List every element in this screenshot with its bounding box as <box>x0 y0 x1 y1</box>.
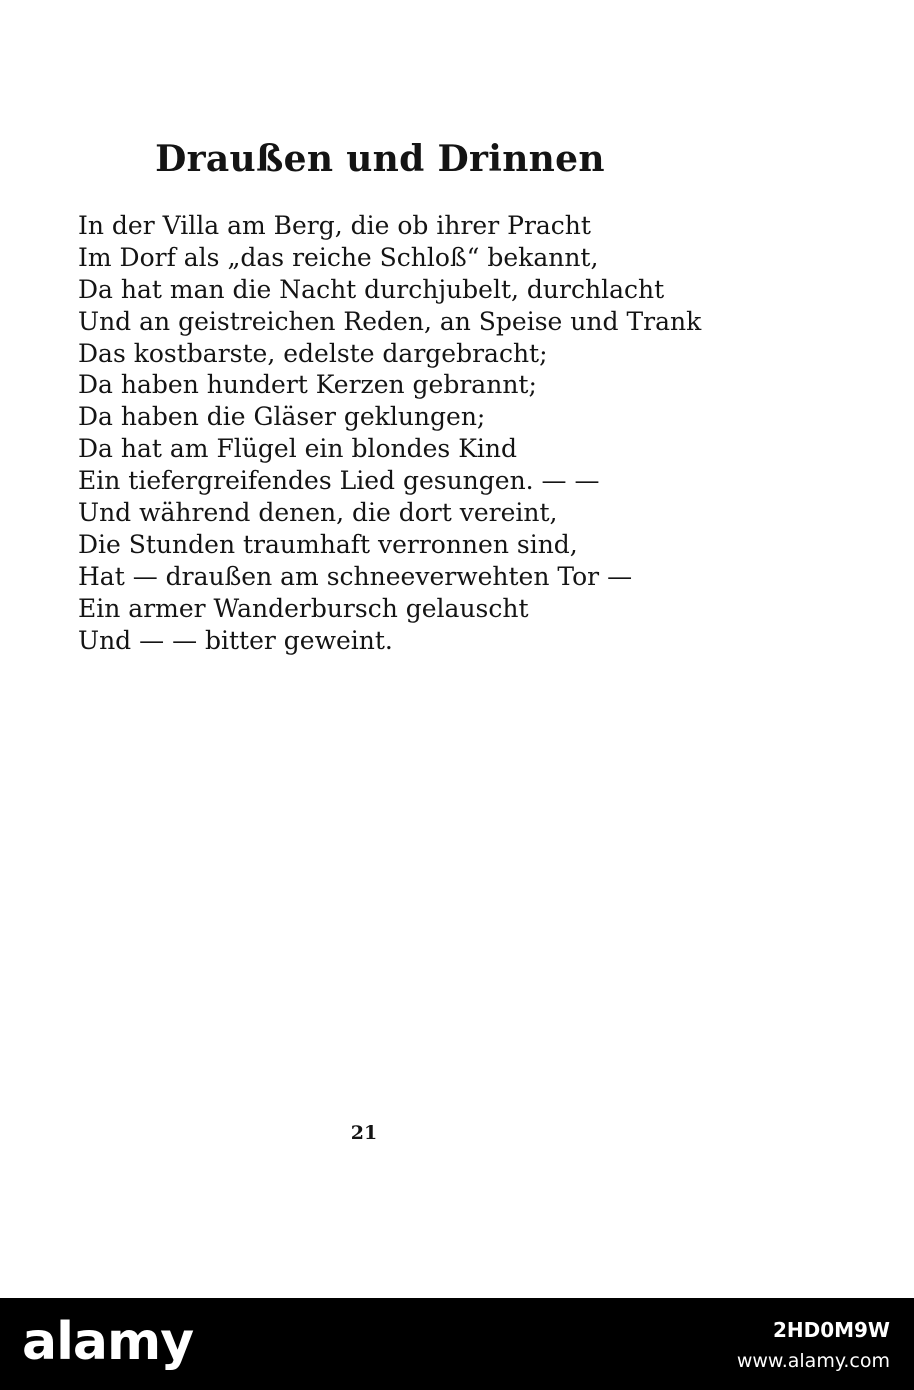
alamy-logo: alamy <box>22 1312 194 1372</box>
page-number: 21 <box>350 1122 378 1144</box>
footer-url: www.alamy.com <box>736 1350 890 1372</box>
poem-line: Ein tiefergreifendes Lied gesungen. — — <box>78 466 600 496</box>
poem-title: Draußen und Drinnen <box>155 138 605 180</box>
poem-line: Ein armer Wanderbursch gelauscht <box>78 593 529 623</box>
poem-line: In der Villa am Berg, die ob ihrer Pracht <box>78 211 591 240</box>
poem-line: Die Stunden traumhaft verronnen sind, <box>78 529 578 559</box>
watermark-footer <box>0 1298 914 1390</box>
poem-line: Da haben hundert Kerzen gebrannt; <box>78 370 537 400</box>
poem-line: Und während denen, die dort vereint, <box>78 498 558 528</box>
poem-body <box>78 210 701 656</box>
poem-line: Und an geistreichen Reden, an Speise und Trank <box>78 306 702 336</box>
poem-line: Und — — bitter geweint. <box>78 625 393 655</box>
poem-line: Hat — draußen am schneeverwehten Tor — <box>78 561 633 591</box>
image-code: 2HD0M9W <box>772 1318 890 1342</box>
poem-line: Da hat man die Nacht durchjubelt, durchlacht <box>78 274 665 304</box>
poem-line: Da hat am Flügel ein blondes Kind <box>78 434 517 464</box>
poem-line: Das kostbarste, edelste dargebracht; <box>78 338 548 368</box>
poem-line: Im Dorf als „das reiche Schloß“ bekannt, <box>78 242 599 272</box>
poem-line: Da haben die Gläser geklungen; <box>78 402 486 432</box>
